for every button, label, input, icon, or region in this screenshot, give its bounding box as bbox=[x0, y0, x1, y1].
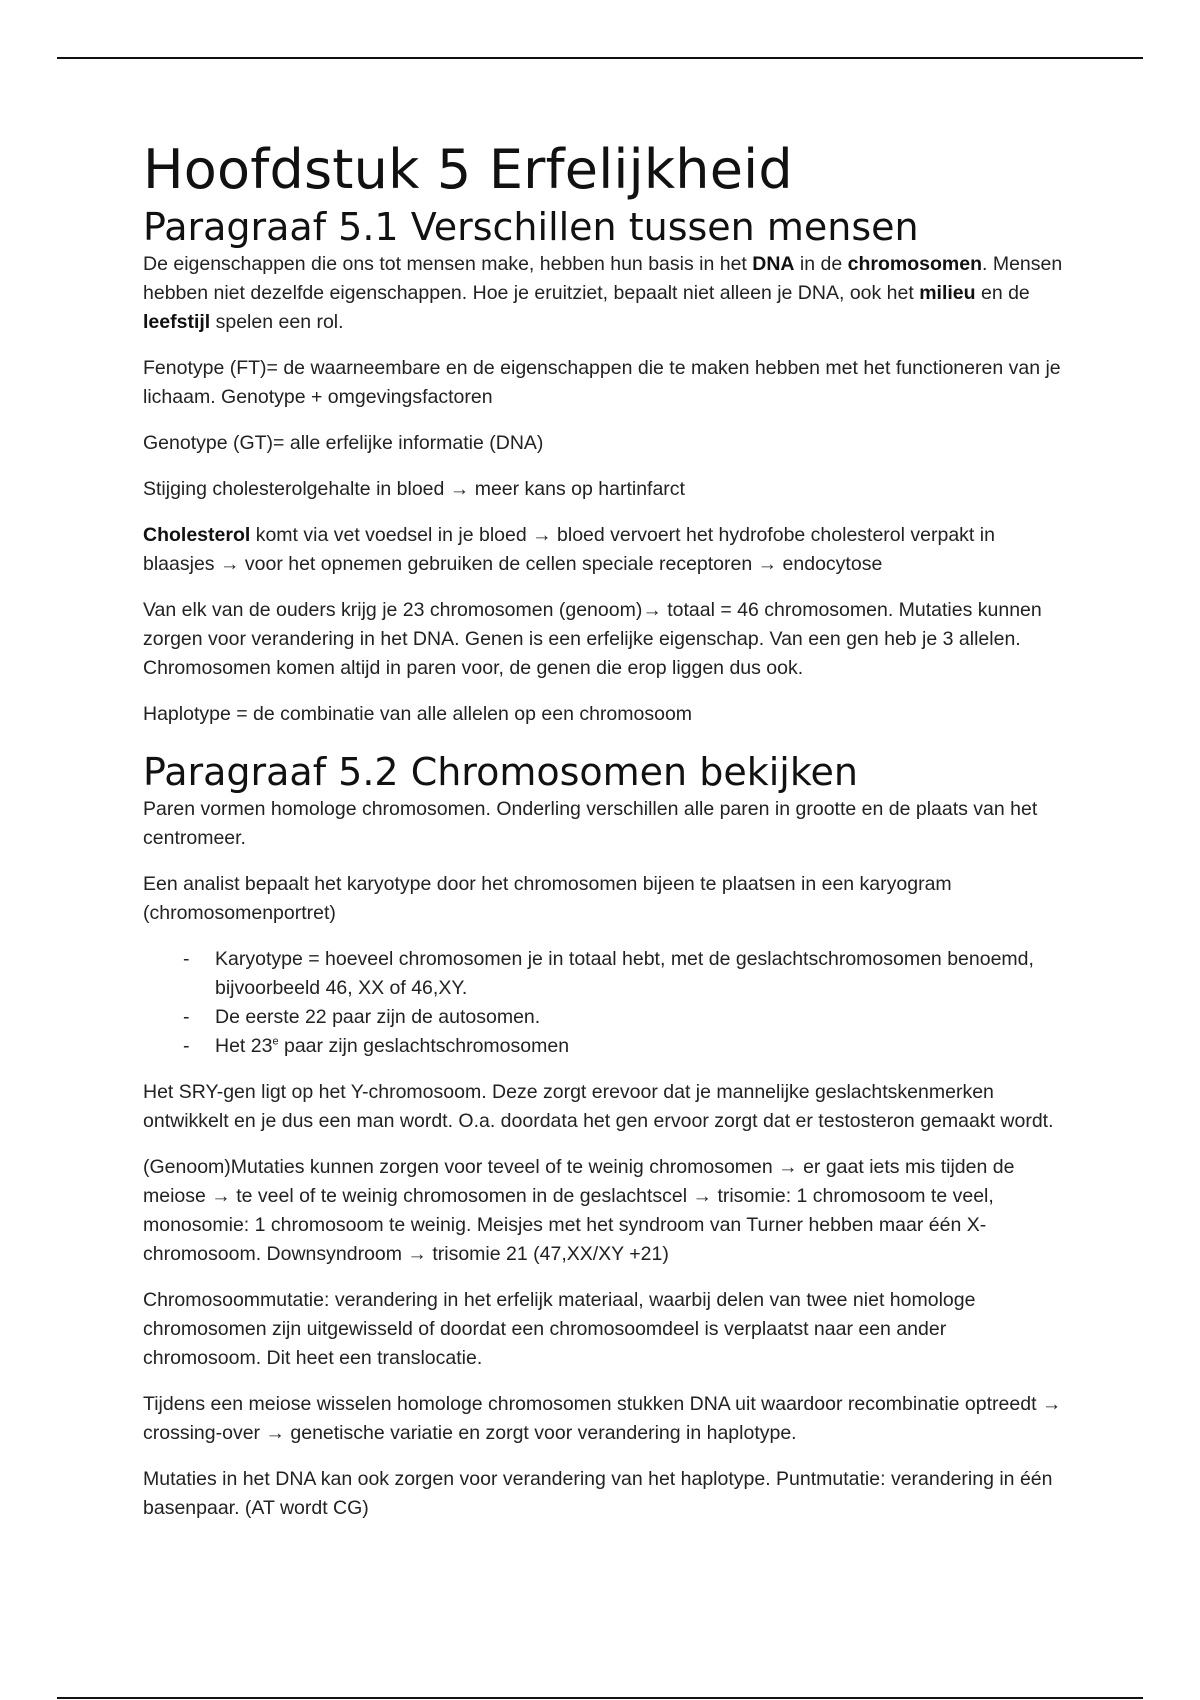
paragraph-chromosome-mutation: Chromosoommutatie: verandering in het erfelijk materiaal, waarbij delen van twee niet homologe chromosomen zijn uitgewisseld of doordat een chromosoomdeel is verplaatst naar een ander chromosoom. Dit heet een translocatie. bbox=[143, 1289, 976, 1369]
footer-rule bbox=[57, 1697, 1143, 1699]
bullet-dash: - bbox=[183, 1006, 190, 1028]
document-page bbox=[143, 140, 1063, 1540]
page-title: Hoofdstuk 5 Erfelijkheid bbox=[143, 138, 793, 201]
paragraph-genotype: Genotype (GT)= alle erfelijke informatie (DNA) bbox=[143, 432, 544, 454]
list-item: - De eerste 22 paar zijn de autosomen. bbox=[183, 1003, 1063, 1032]
paragraph-point-mutation: Mutaties in het DNA kan ook zorgen voor verandering van het haplotype. Puntmutatie: verandering in één basenpaar. (AT wordt CG) bbox=[143, 1468, 1053, 1519]
paragraph-homologous: Paren vormen homologe chromosomen. Onderling verschillen alle paren in grootte en de plaats van het centromeer. bbox=[143, 798, 1038, 849]
bullet-dash: - bbox=[183, 948, 190, 970]
section-heading-5-1: Paragraaf 5.1 Verschillen tussen mensen bbox=[143, 205, 919, 249]
paragraph-genome-mutations: (Genoom)Mutaties kunnen zorgen voor teveel of te weinig chromosomen → er gaat iets mis tijden de meiose → te veel of te weinig chromosomen in de geslachtscel → trisomie: 1 chromosoom te veel, monosomie: 1 chromosoom te weinig. Meisjes met het syndroom van Turner hebben maar één X-chromosoom. Downsyndroom → trisomie 21 (47,XX/XY +21) bbox=[143, 1156, 1015, 1265]
karyotype-list bbox=[143, 945, 1063, 1061]
paragraph-cholesterol-level: Stijging cholesterolgehalte in bloed → meer kans op hartinfarct bbox=[143, 478, 685, 500]
bullet-dash: - bbox=[183, 1035, 190, 1057]
paragraph-sry-gene: Het SRY-gen ligt op het Y-chromosoom. Deze zorgt erevoor dat je mannelijke geslachtskenmerken ontwikkelt en je dus een man wordt. O.a. doordata het gen ervoor zorgt dat er testosteron gemaakt wordt. bbox=[143, 1081, 1054, 1132]
paragraph-haplotype: Haplotype = de combinatie van alle allelen op een chromosoom bbox=[143, 703, 693, 725]
paragraph-karyotype: Een analist bepaalt het karyotype door het chromosomen bijeen te plaatsen in een karyogram (chromosomenportret) bbox=[143, 873, 952, 924]
header-rule bbox=[57, 57, 1143, 59]
section-heading-5-2: Paragraaf 5.2 Chromosomen bekijken bbox=[143, 750, 858, 794]
list-item: - Het 23e paar zijn geslachtschromosomen bbox=[183, 1032, 1063, 1061]
paragraph-meiosis: Tijdens een meiose wisselen homologe chromosomen stukken DNA uit waardoor recombinatie optreedt → crossing-over → genetische variatie en zorgt voor verandering in haplotype. bbox=[143, 1393, 1062, 1444]
paragraph-chromosomes: Van elk van de ouders krijg je 23 chromosomen (genoom)→ totaal = 46 chromosomen. Mutaties kunnen zorgen voor verandering in het DNA. Genen is een erfelijke eigenschap. Van een gen heb je 3 allelen. Chromosomen komen altijd in paren voor, de genen die erop liggen dus ook. bbox=[143, 599, 1042, 679]
list-item: - Karyotype = hoeveel chromosomen je in totaal hebt, met de geslachtschromosomen benoemd, bijvoorbeeld 46, XX of 46,XY. bbox=[183, 945, 1063, 1003]
paragraph-intro: De eigenschappen die ons tot mensen make, hebben hun basis in het DNA in de chromosomen. Mensen hebben niet dezelfde eigenschappen. Hoe je eruitziet, bepaalt niet alleen je DNA, ook het milieu en de leefstijl spelen een rol. bbox=[143, 253, 1063, 333]
paragraph-cholesterol: Cholesterol komt via vet voedsel in je bloed → bloed vervoert het hydrofobe cholesterol verpakt in blaasjes → voor het opnemen gebruiken de cellen speciale receptoren → endocytose bbox=[143, 524, 995, 575]
paragraph-fenotype: Fenotype (FT)= de waarneembare en de eigenschappen die te maken hebben met het functioneren van je lichaam. Genotype + omgevingsfactoren bbox=[143, 357, 1061, 408]
